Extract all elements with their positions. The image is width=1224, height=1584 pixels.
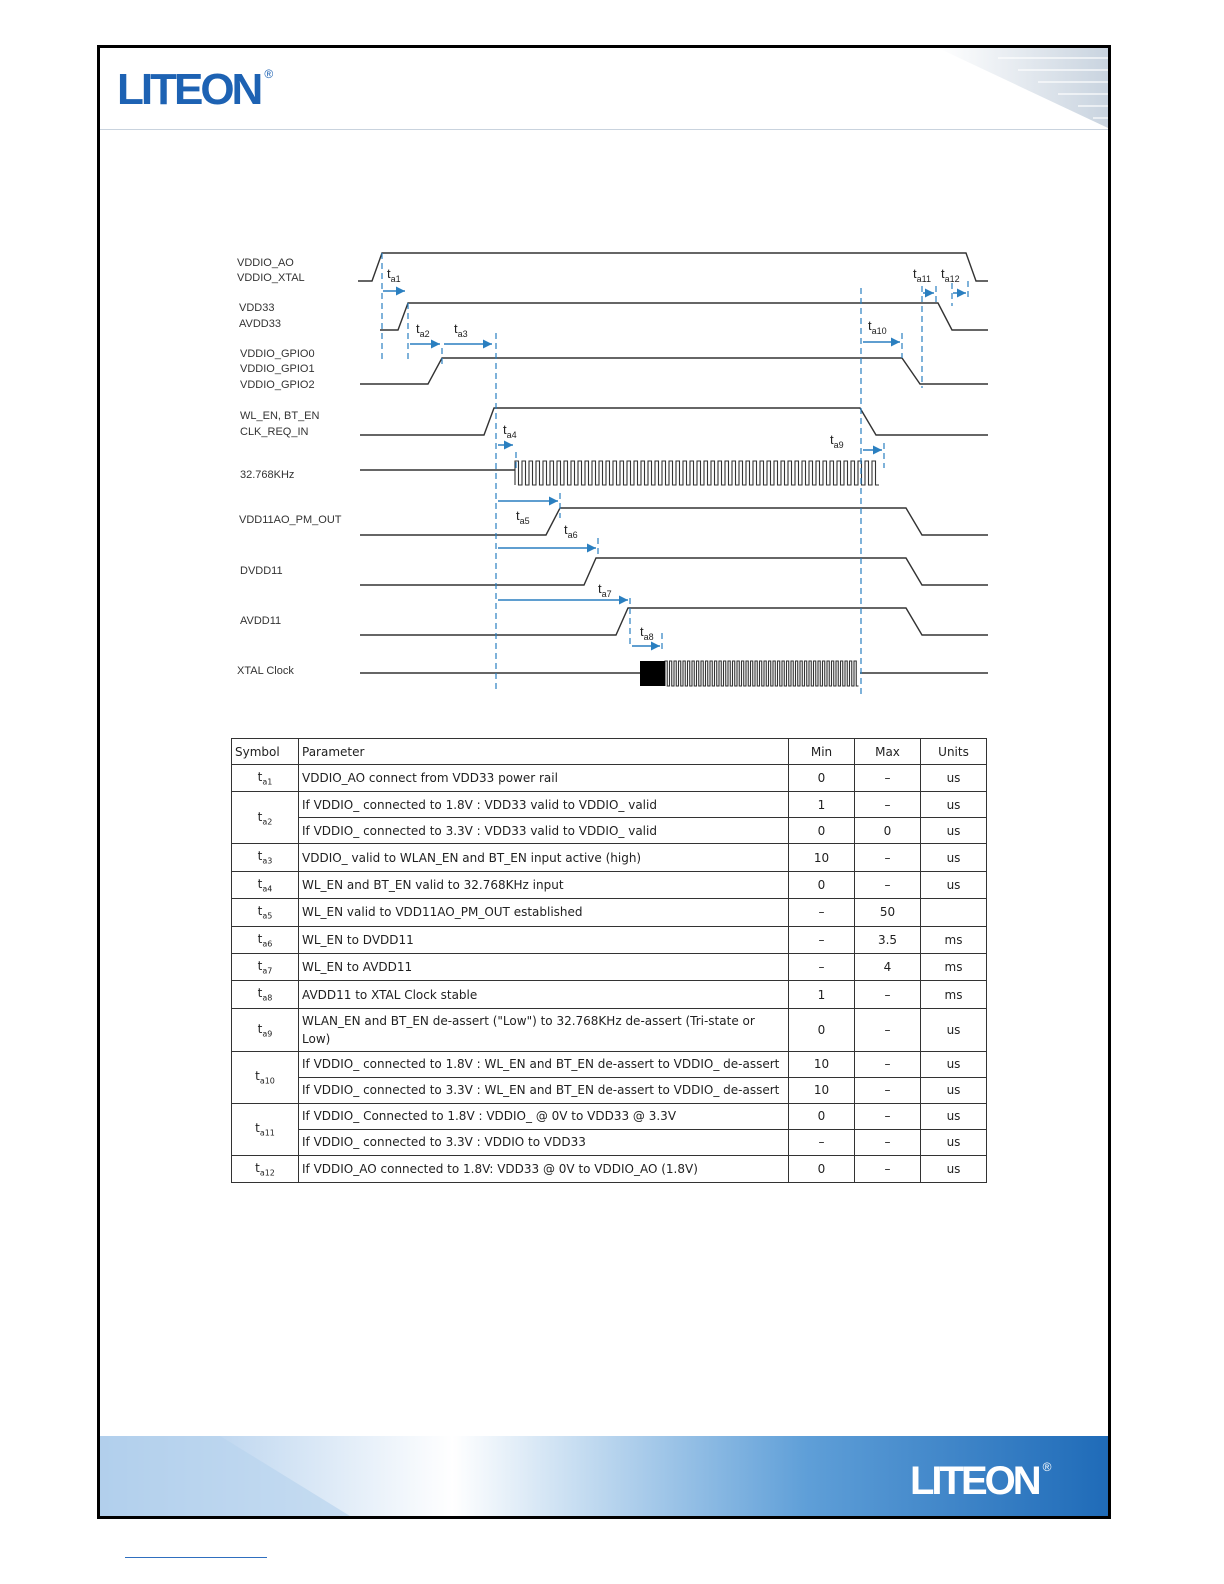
timing-arrows — [383, 291, 966, 646]
units-cell: us — [921, 1155, 987, 1182]
xtal-clock-train — [665, 661, 859, 686]
label-vddio-gpio1: VDDIO_GPIO1 — [240, 363, 315, 375]
liteon-logo-bottom: LITEON ® — [910, 1459, 1052, 1503]
t-a2-label: $t_{a2}$ — [416, 321, 430, 339]
table-row — [232, 792, 987, 818]
table-row — [232, 765, 987, 792]
symbol-cell: $t_{a9}$ — [232, 1008, 299, 1051]
max-cell: 4 — [855, 953, 921, 980]
label-dvdd11: DVDD11 — [240, 565, 283, 577]
parameter-cell: WL_EN to DVDD11 — [299, 926, 789, 953]
parameter-cell: WL_EN to AVDD11 — [299, 953, 789, 980]
min-cell: 10 — [789, 1051, 855, 1077]
max-cell: – — [855, 844, 921, 871]
min-cell: 10 — [789, 1077, 855, 1103]
max-cell: – — [855, 792, 921, 818]
max-cell: – — [855, 1051, 921, 1077]
wave-vdd11ao — [360, 508, 988, 535]
min-cell: – — [789, 1129, 855, 1155]
t-a7-label: $t_{a7}$ — [598, 581, 612, 599]
t-a4-label: $t_{a4}$ — [503, 422, 517, 440]
table-row — [232, 1077, 987, 1103]
clock-32khz-train — [515, 461, 879, 485]
clock-waveform — [665, 661, 859, 686]
symbol-cell: $t_{a7}$ — [232, 953, 299, 980]
t-a8-label: $t_{a8}$ — [640, 624, 654, 642]
parameter-cell: If VDDIO_ connected to 3.3V : VDD33 valid to VDDIO_ valid — [299, 818, 789, 844]
col-parameter: Parameter — [299, 739, 789, 765]
label-vddio-xtal: VDDIO_XTAL — [237, 272, 305, 284]
table-row — [232, 844, 987, 871]
units-cell: ms — [921, 981, 987, 1008]
footer-link-underline — [125, 1557, 267, 1558]
wave-vdd33 — [380, 303, 988, 330]
symbol-cell: $t_{a12}$ — [232, 1155, 299, 1182]
col-symbol: Symbol — [232, 739, 299, 765]
label-vddio-gpio2: VDDIO_GPIO2 — [240, 379, 315, 391]
min-cell: 10 — [789, 844, 855, 871]
parameter-cell: WL_EN valid to VDD11AO_PM_OUT established — [299, 899, 789, 926]
min-cell: 0 — [789, 765, 855, 792]
wave-vddio-ao — [358, 253, 988, 281]
symbol-cell: $t_{a10}$ — [232, 1051, 299, 1103]
col-units: Units — [921, 739, 987, 765]
units-cell: us — [921, 818, 987, 844]
label-vddio-gpio0: VDDIO_GPIO0 — [240, 348, 315, 360]
table-row — [232, 981, 987, 1008]
max-cell: 50 — [855, 899, 921, 926]
symbol-cell: $t_{a6}$ — [232, 926, 299, 953]
parameter-cell: WL_EN and BT_EN valid to 32.768KHz input — [299, 871, 789, 898]
label-vdd33: VDD33 — [239, 302, 275, 314]
col-min: Min — [789, 739, 855, 765]
label-32khz: 32.768KHz — [240, 469, 295, 481]
units-cell — [921, 899, 987, 926]
wave-dvdd11 — [360, 558, 988, 585]
units-cell: us — [921, 1129, 987, 1155]
symbol-cell: $t_{a11}$ — [232, 1103, 299, 1155]
min-cell: 0 — [789, 1008, 855, 1051]
guide-lines — [382, 253, 968, 698]
max-cell: – — [855, 1008, 921, 1051]
table-header-row — [232, 739, 987, 765]
timing-parameter-table — [231, 738, 987, 1183]
units-cell: us — [921, 1008, 987, 1051]
max-cell: – — [855, 1077, 921, 1103]
parameter-cell: If VDDIO_ connected to 3.3V : WL_EN and BT_EN de-assert to VDDIO_ de-assert — [299, 1077, 789, 1103]
table-row — [232, 1008, 987, 1051]
parameter-cell: WLAN_EN and BT_EN de-assert ("Low") to 32.768KHz de-assert (Tri-state or Low) — [299, 1008, 789, 1051]
t-a11-label: $t_{a11}$ — [913, 266, 931, 284]
min-cell: 1 — [789, 981, 855, 1008]
table-row — [232, 1051, 987, 1077]
min-cell: – — [789, 926, 855, 953]
label-xtal-clock: XTAL Clock — [237, 665, 294, 677]
symbol-cell: $t_{a5}$ — [232, 899, 299, 926]
table-row — [232, 1103, 987, 1129]
symbol-cell: $t_{a4}$ — [232, 871, 299, 898]
parameter-cell: VDDIO_ valid to WLAN_EN and BT_EN input active (high) — [299, 844, 789, 871]
t-a3-label: $t_{a3}$ — [454, 321, 468, 339]
t-a12-label: $t_{a12}$ — [941, 266, 960, 284]
min-cell: 1 — [789, 792, 855, 818]
units-cell: us — [921, 1077, 987, 1103]
min-cell: 0 — [789, 1103, 855, 1129]
parameter-cell: If VDDIO_ connected to 3.3V : VDDIO to VDD33 — [299, 1129, 789, 1155]
parameter-cell: If VDDIO_AO connected to 1.8V: VDD33 @ 0V to VDDIO_AO (1.8V) — [299, 1155, 789, 1182]
units-cell: us — [921, 1103, 987, 1129]
t-a5-label: $t_{a5}$ — [516, 508, 530, 526]
parameter-cell: AVDD11 to XTAL Clock stable — [299, 981, 789, 1008]
min-cell: 0 — [789, 1155, 855, 1182]
table-row — [232, 818, 987, 844]
table-row — [232, 926, 987, 953]
symbol-cell: $t_{a1}$ — [232, 765, 299, 792]
label-clk-req-in: CLK_REQ_IN — [240, 426, 309, 438]
label-wl-en-bt-en: WL_EN, BT_EN — [240, 410, 320, 422]
t-a10-label: $t_{a10}$ — [868, 318, 887, 336]
parameter-cell: If VDDIO_ Connected to 1.8V : VDDIO_ @ 0V to VDD33 @ 3.3V — [299, 1103, 789, 1129]
units-cell: us — [921, 1051, 987, 1077]
parameter-cell: VDDIO_AO connect from VDD33 power rail — [299, 765, 789, 792]
symbol-cell: $t_{a3}$ — [232, 844, 299, 871]
table-row — [232, 899, 987, 926]
units-cell: ms — [921, 953, 987, 980]
label-avdd11: AVDD11 — [240, 615, 282, 627]
min-cell: – — [789, 899, 855, 926]
t-a6-label: $t_{a6}$ — [564, 522, 578, 540]
page-frame — [97, 45, 1111, 1519]
units-cell: us — [921, 792, 987, 818]
wave-avdd11 — [360, 608, 988, 635]
table-row — [232, 1129, 987, 1155]
min-cell: – — [789, 953, 855, 980]
timing-diagram — [100, 48, 1111, 708]
xtal-startup-block — [640, 661, 665, 686]
label-vddio-ao: VDDIO_AO — [237, 257, 294, 269]
wave-wl-en — [360, 408, 988, 435]
max-cell: – — [855, 1103, 921, 1129]
max-cell: 3.5 — [855, 926, 921, 953]
symbol-cell: $t_{a8}$ — [232, 981, 299, 1008]
parameter-cell: If VDDIO_ connected to 1.8V : VDD33 valid to VDDIO_ valid — [299, 792, 789, 818]
max-cell: – — [855, 871, 921, 898]
label-vdd11ao-pm-out: VDD11AO_PM_OUT — [239, 514, 342, 526]
max-cell: – — [855, 1129, 921, 1155]
wave-vddio-gpio — [360, 358, 988, 384]
min-cell: 0 — [789, 818, 855, 844]
t-a1-label: $t_{a1}$ — [387, 266, 401, 284]
table-row — [232, 1155, 987, 1182]
t-a9-label: $t_{a9}$ — [830, 432, 844, 450]
units-cell: us — [921, 844, 987, 871]
units-cell: us — [921, 765, 987, 792]
min-cell: 0 — [789, 871, 855, 898]
max-cell: – — [855, 981, 921, 1008]
symbol-cell: $t_{a2}$ — [232, 792, 299, 844]
signal-labels — [237, 257, 342, 677]
units-cell: ms — [921, 926, 987, 953]
clock-waveform — [515, 461, 879, 485]
table-row — [232, 953, 987, 980]
parameter-cell: If VDDIO_ connected to 1.8V : WL_EN and BT_EN de-assert to VDDIO_ de-assert — [299, 1051, 789, 1077]
label-avdd33: AVDD33 — [239, 318, 281, 330]
table-row — [232, 871, 987, 898]
units-cell: us — [921, 871, 987, 898]
max-cell: – — [855, 765, 921, 792]
max-cell: 0 — [855, 818, 921, 844]
col-max: Max — [855, 739, 921, 765]
liteon-logo-top: LITEON ® — [117, 65, 274, 114]
max-cell: – — [855, 1155, 921, 1182]
